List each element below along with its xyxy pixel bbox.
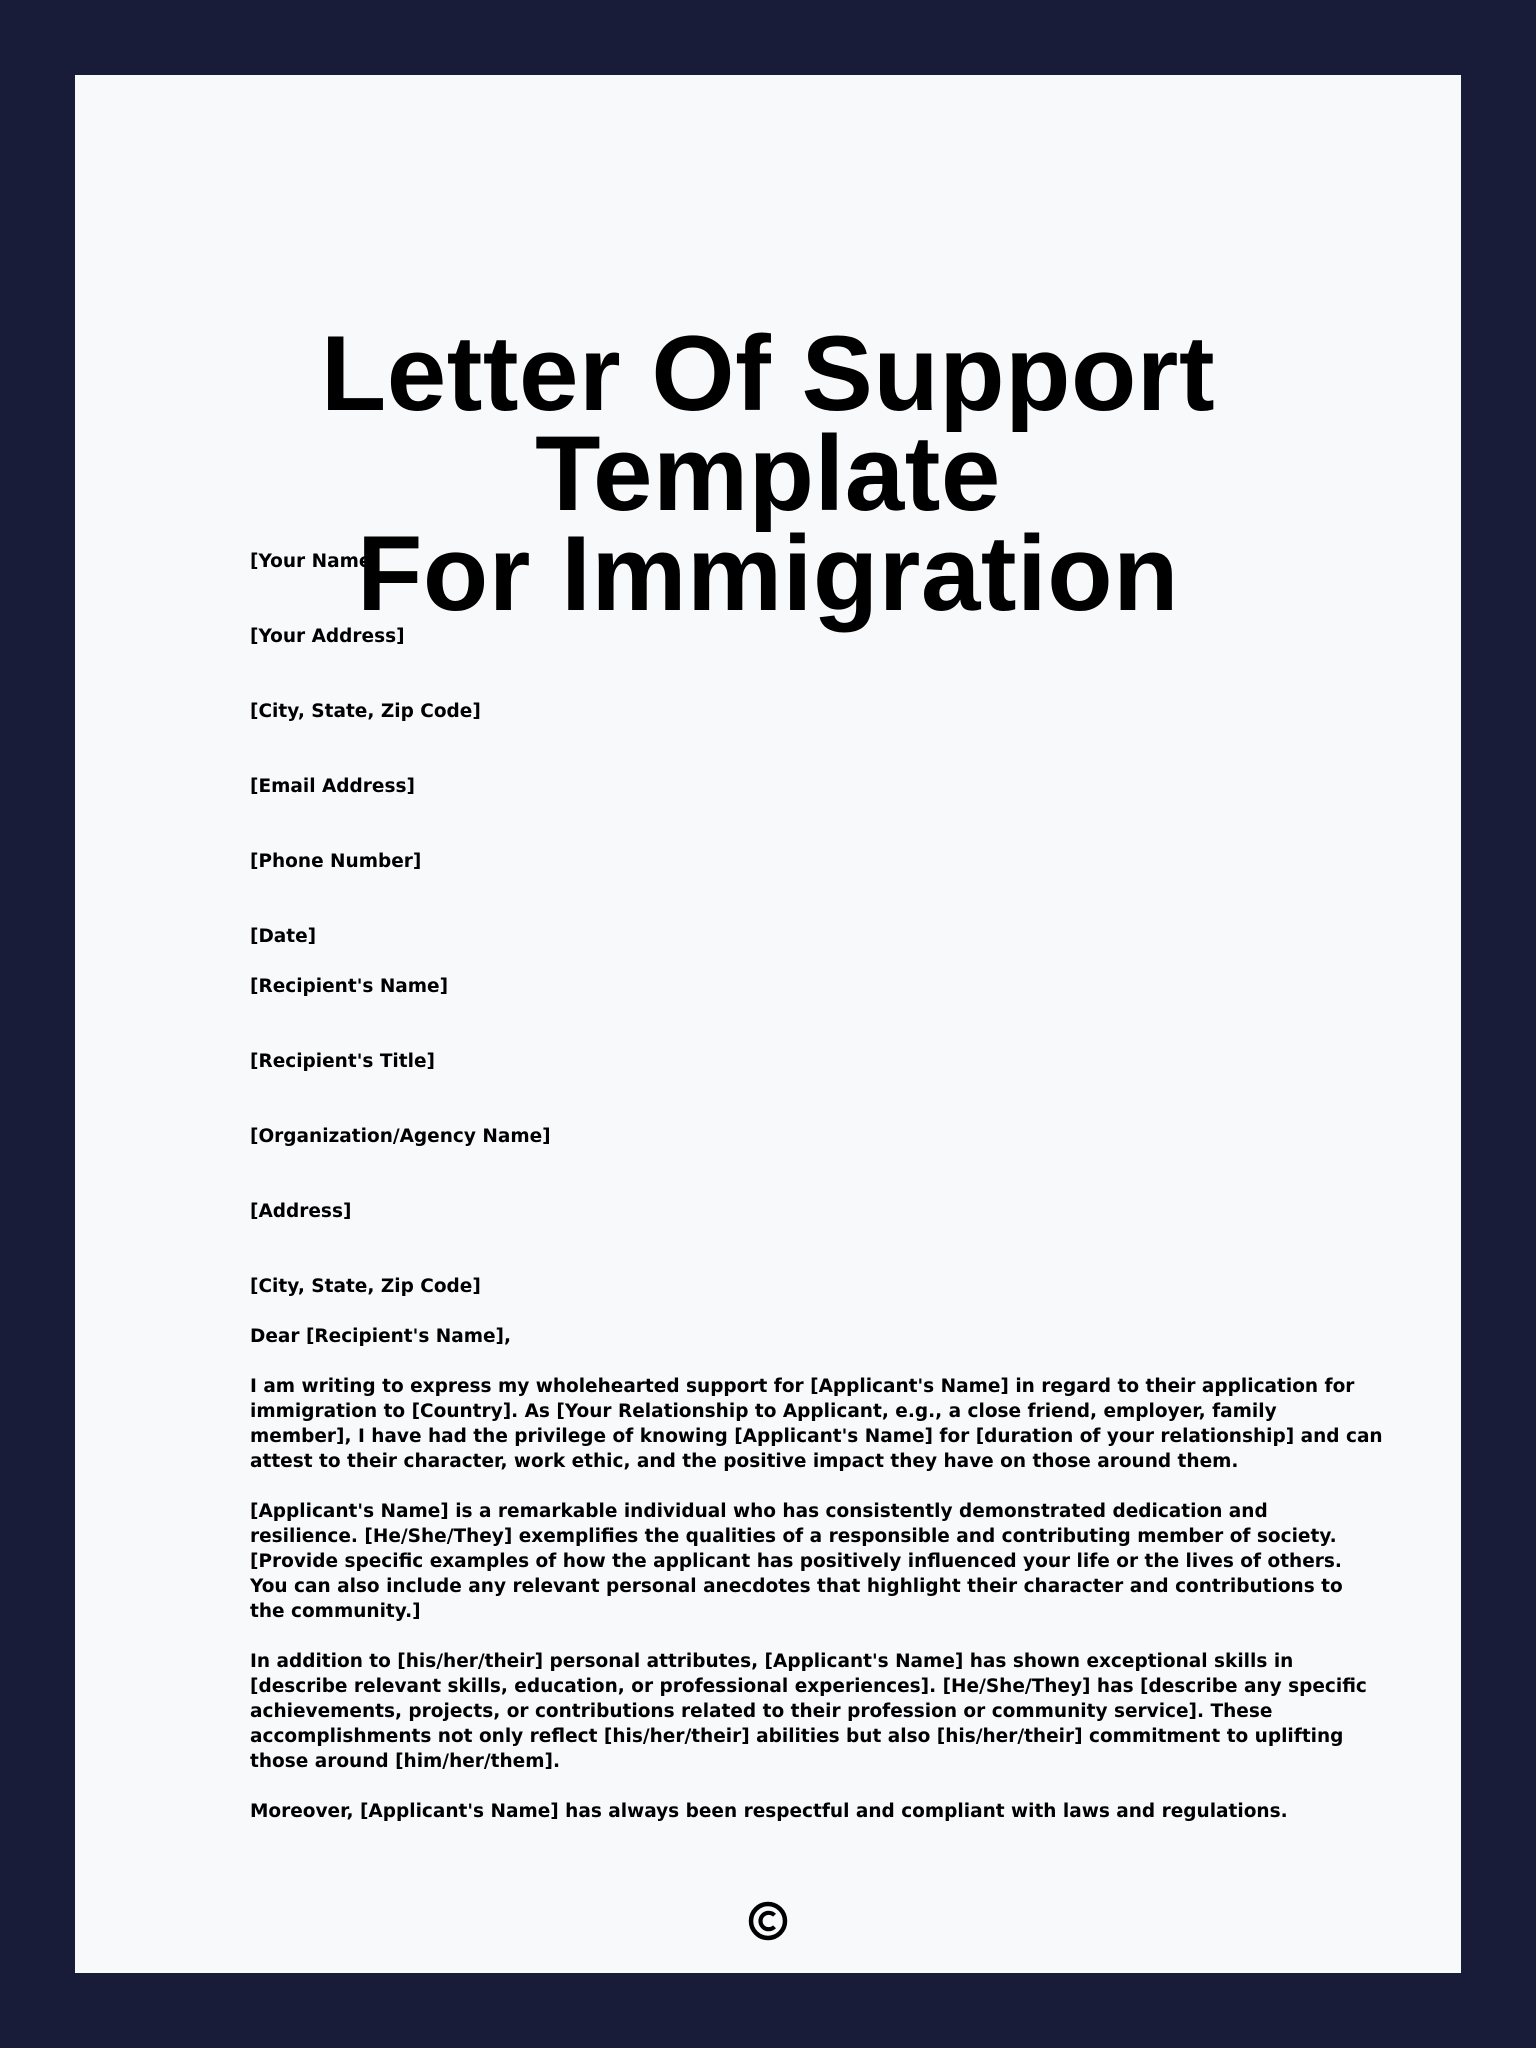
letter-page [75,75,1461,1973]
recipient-city-state-zip: [City, State, Zip Code] [250,1276,481,1297]
paragraph-line: accomplishments not only reflect [his/her/their] abilities but also [his/her/their] commitment to uplifting [250,1726,1344,1747]
recipient-name: [Recipient's Name] [250,976,449,997]
paragraph-line: resilience. [He/She/They] exemplifies the qualities of a responsible and contributing member of society. [250,1526,1337,1547]
sender-city-state-zip: [City, State, Zip Code] [250,701,481,722]
copyright-footer [75,1901,1461,1945]
paragraph-line: [Applicant's Name] is a remarkable individual who has consistently demonstrated dedication and [250,1501,1268,1522]
sender-address: [Your Address] [250,626,405,647]
paragraph-line: [Provide specific examples of how the applicant has positively influenced your life or the lives of others. [250,1551,1342,1572]
paragraph-line: Moreover, [Applicant's Name] has always been respectful and compliant with laws and regulations. [250,1801,1288,1822]
paragraph-line: member], I have had the privilege of knowing [Applicant's Name] for [duration of your relationship] and can [250,1426,1383,1447]
paragraph-line: those around [him/her/them]. [250,1751,560,1772]
sender-name: [Your Name] [250,551,380,572]
paragraph-line: You can also include any relevant personal anecdotes that highlight their character and contributions to [250,1576,1343,1597]
paragraph-line: immigration to [Country]. As [Your Relationship to Applicant, e.g., a close friend, employer, family [250,1401,1277,1422]
paragraph-line: the community.] [250,1601,421,1622]
paragraph-line: I am writing to express my wholehearted support for [Applicant's Name] in regard to their application for [250,1376,1355,1397]
recipient-title: [Recipient's Title] [250,1051,435,1072]
sender-email: [Email Address] [250,776,415,797]
title-line: For Immigration [357,513,1179,633]
letter-date: [Date] [250,926,317,947]
paragraph-line: [describe relevant skills, education, or professional experiences]. [He/She/They] has [describe any specific [250,1676,1367,1697]
paragraph-line: achievements, projects, or contributions related to their profession or community service]. These [250,1701,1273,1722]
paragraph [250,1649,1367,1774]
page-title [75,313,1461,633]
paragraph-line: In addition to [his/her/their] personal attributes, [Applicant's Name] has shown exceptional skills in [250,1651,1294,1672]
recipient-address: [Address] [250,1201,352,1222]
salutation: Dear [Recipient's Name], [250,1326,512,1347]
paragraph [250,1499,1350,1624]
paragraph [250,1799,1350,1824]
recipient-organization: [Organization/Agency Name] [250,1126,551,1147]
paragraph-line: attest to their character, work ethic, and the positive impact they have on those around them. [250,1451,1239,1472]
sender-phone: [Phone Number] [250,851,422,872]
title-line: Letter Of Support Template [320,313,1216,533]
paragraph [250,1374,1383,1474]
copyright-icon [748,1901,788,1941]
